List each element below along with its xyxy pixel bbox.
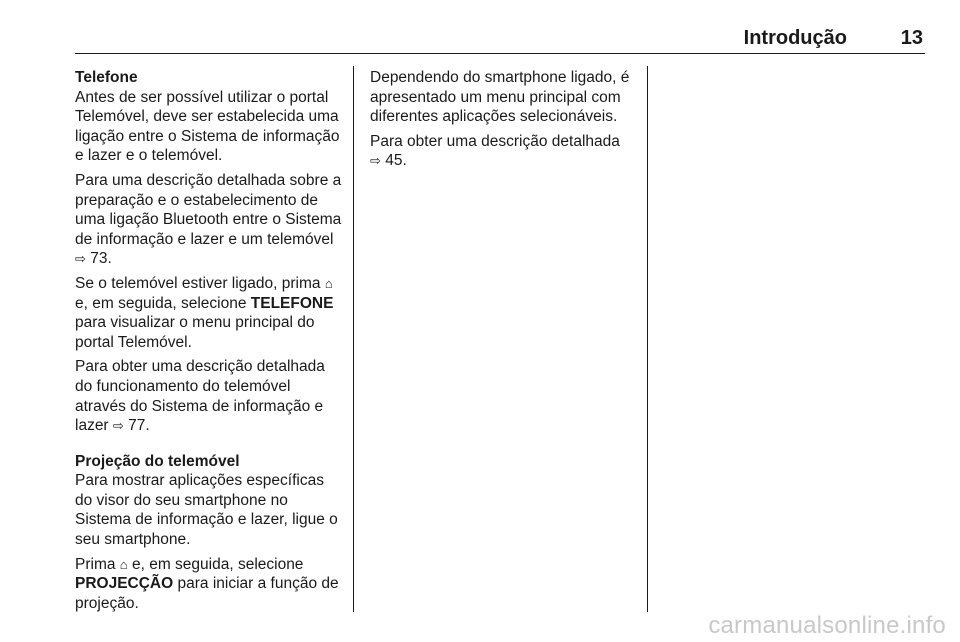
column-divider	[647, 66, 648, 612]
column-divider	[353, 66, 354, 612]
column-left	[75, 68, 345, 618]
page-header	[75, 27, 925, 51]
section-heading-telefone: Telefone	[75, 69, 138, 86]
page-number: 13	[900, 27, 923, 49]
page-ref-link[interactable]: 45.	[385, 152, 407, 170]
section-gap	[75, 441, 345, 452]
paragraph: Para obter uma descrição detalhada do funcionamento do telemóvel através do Sistema de informação e lazer ⇨ 77.	[75, 358, 325, 435]
paragraph: Dependendo do smartphone ligado, é apresentado um menu principal com diferentes aplicações selecionáveis.	[370, 69, 630, 126]
page-ref-arrow-icon: ⇨	[370, 153, 381, 169]
section-heading-projecao: Projeção do telemóvel	[75, 452, 240, 470]
page-ref-arrow-icon: ⇨	[75, 251, 86, 267]
page-ref-link[interactable]: 73.	[90, 250, 112, 268]
page-ref-link[interactable]: 77.	[128, 417, 150, 435]
watermark: carmanualsonline.info	[708, 612, 946, 639]
paragraph: Antes de ser possível utilizar o portal Telemóvel, deve ser estabelecida uma ligação entre o Sistema de informação e lazer e o telemóvel.	[75, 88, 340, 165]
paragraph: Para uma descrição detalhada sobre a preparação e o estabelecimento de uma ligação Bluetooth entre o Sistema de informação e lazer e um telemóvel ⇨ 73.	[75, 171, 342, 268]
paragraph: Se o telemóvel estiver ligado, prima ⌂ e, em seguida, selecione TELEFONE para visualizar o menu principal do portal Telemóvel.	[75, 274, 334, 351]
running-title: Introdução	[743, 27, 847, 49]
paragraph: Prima ⌂ e, em seguida, selecione PROJECÇÃO para iniciar a função de projeção.	[75, 555, 339, 612]
home-icon: ⌂	[324, 275, 333, 291]
paragraph: Para obter uma descrição detalhada ⇨ 45.	[370, 132, 620, 170]
home-icon: ⌂	[119, 556, 128, 572]
column-middle	[370, 68, 640, 176]
menu-key-telefone: TELEFONE	[250, 294, 334, 312]
header-rule	[75, 53, 925, 54]
paragraph: Para mostrar aplicações específicas do visor do seu smartphone no Sistema de informação e lazer, ligue o seu smartphone.	[75, 472, 338, 549]
page-ref-arrow-icon: ⇨	[112, 418, 124, 434]
menu-key-projeccao: PROJECÇÃO	[75, 575, 174, 593]
